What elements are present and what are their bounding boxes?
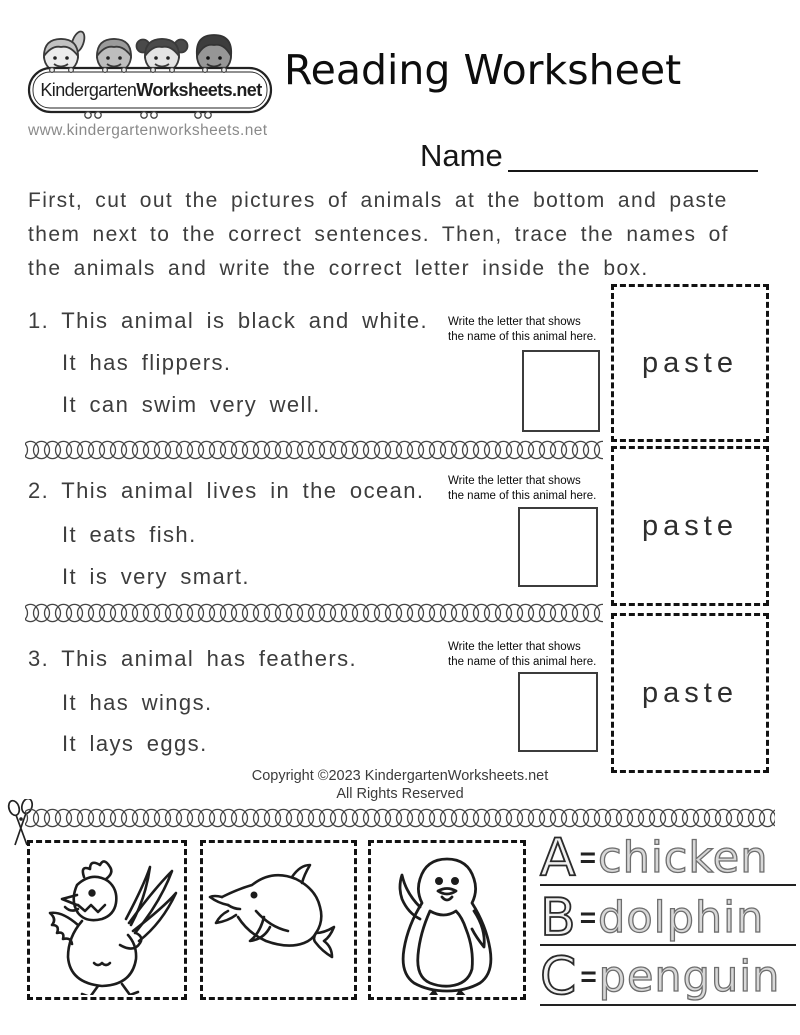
trace-word-dolphin: dolphin xyxy=(598,892,765,943)
trace-word-penguin: penguin xyxy=(598,951,781,1002)
instructions-line: them next to the correct sentences. Then, trace the names of xyxy=(28,223,729,246)
trace-word-chicken: chicken xyxy=(597,832,769,883)
chain-separator xyxy=(25,440,603,460)
question-3-line-3: It lays eggs. xyxy=(62,731,208,756)
caption-line: the name of this animal here. xyxy=(448,331,597,343)
question-2-line-1 xyxy=(28,478,424,504)
cut-line-chain xyxy=(25,808,775,828)
name-write-line xyxy=(508,130,758,172)
equals-sign: = xyxy=(579,902,597,933)
copyright xyxy=(0,767,800,803)
copyright-line-1: Copyright ©2023 KindergartenWorksheets.net xyxy=(251,768,549,784)
question-3-line-2: It has wings. xyxy=(62,690,213,715)
instructions-line: the animals and write the correct letter inside the box. xyxy=(28,257,649,280)
penguin-drawing xyxy=(372,845,522,995)
key-letter-b: B xyxy=(540,888,576,948)
page-title: Reading Worksheet xyxy=(284,46,682,94)
caption-line: Write the letter that shows xyxy=(448,641,581,653)
question-number: 2. xyxy=(28,478,50,503)
key-letter-a: A xyxy=(540,828,576,888)
dolphin-drawing xyxy=(204,845,354,995)
write-letter-caption xyxy=(448,315,608,345)
answer-key-row-c xyxy=(540,947,796,1007)
letter-answer-box-2 xyxy=(518,507,598,587)
question-1-line-1 xyxy=(28,308,428,334)
instructions-line: First, cut out the pictures of animals at the bottom and paste xyxy=(28,189,728,212)
chicken-drawing xyxy=(32,845,182,995)
website-url: www.kindergartenworksheets.net xyxy=(28,122,268,139)
cut-picture-dolphin xyxy=(200,840,357,1000)
paste-box-2 xyxy=(611,446,769,606)
key-letter-c: C xyxy=(540,947,577,1007)
chain-separator xyxy=(25,603,603,623)
caption-line: Write the letter that shows xyxy=(448,475,581,487)
write-letter-caption xyxy=(448,474,608,504)
caption-line: Write the letter that shows xyxy=(448,316,581,328)
answer-key-row-b xyxy=(540,888,796,948)
answer-key-row-a xyxy=(540,828,796,888)
paste-box-1 xyxy=(611,284,769,442)
question-1-line-3: It can swim very well. xyxy=(62,392,321,417)
logo-banner-text xyxy=(32,80,270,101)
caption-line: the name of this animal here. xyxy=(448,490,597,502)
equals-sign: = xyxy=(580,961,597,992)
letter-answer-box-1 xyxy=(522,350,600,432)
logo-text-regular: Kindergarten xyxy=(40,80,137,100)
kindergartenworksheets-logo xyxy=(26,26,276,126)
copyright-line-2: All Rights Reserved xyxy=(336,786,464,802)
name-label: Name xyxy=(420,138,503,173)
paste-label: paste xyxy=(642,509,738,542)
question-text: This animal lives in the ocean. xyxy=(61,478,425,503)
equals-sign: = xyxy=(579,842,596,873)
paste-box-3 xyxy=(611,613,769,773)
question-number: 3. xyxy=(28,646,50,671)
paste-label: paste xyxy=(642,676,738,709)
cut-picture-chicken xyxy=(27,840,187,1000)
logo-text-bold: Worksheets.net xyxy=(136,80,262,100)
instructions xyxy=(28,184,778,286)
write-letter-caption xyxy=(448,640,608,670)
question-text: This animal is black and white. xyxy=(61,308,429,333)
question-3-line-1 xyxy=(28,646,357,672)
letter-answer-box-3 xyxy=(518,672,598,752)
cut-picture-penguin xyxy=(368,840,526,1000)
paste-label: paste xyxy=(642,346,738,379)
question-1-line-2: It has flippers. xyxy=(62,350,232,375)
question-2-line-2: It eats fish. xyxy=(62,522,197,547)
caption-line: the name of this animal here. xyxy=(448,656,597,668)
question-number: 1. xyxy=(28,308,50,333)
question-2-line-3: It is very smart. xyxy=(62,564,250,589)
question-text: This animal has feathers. xyxy=(61,646,358,671)
